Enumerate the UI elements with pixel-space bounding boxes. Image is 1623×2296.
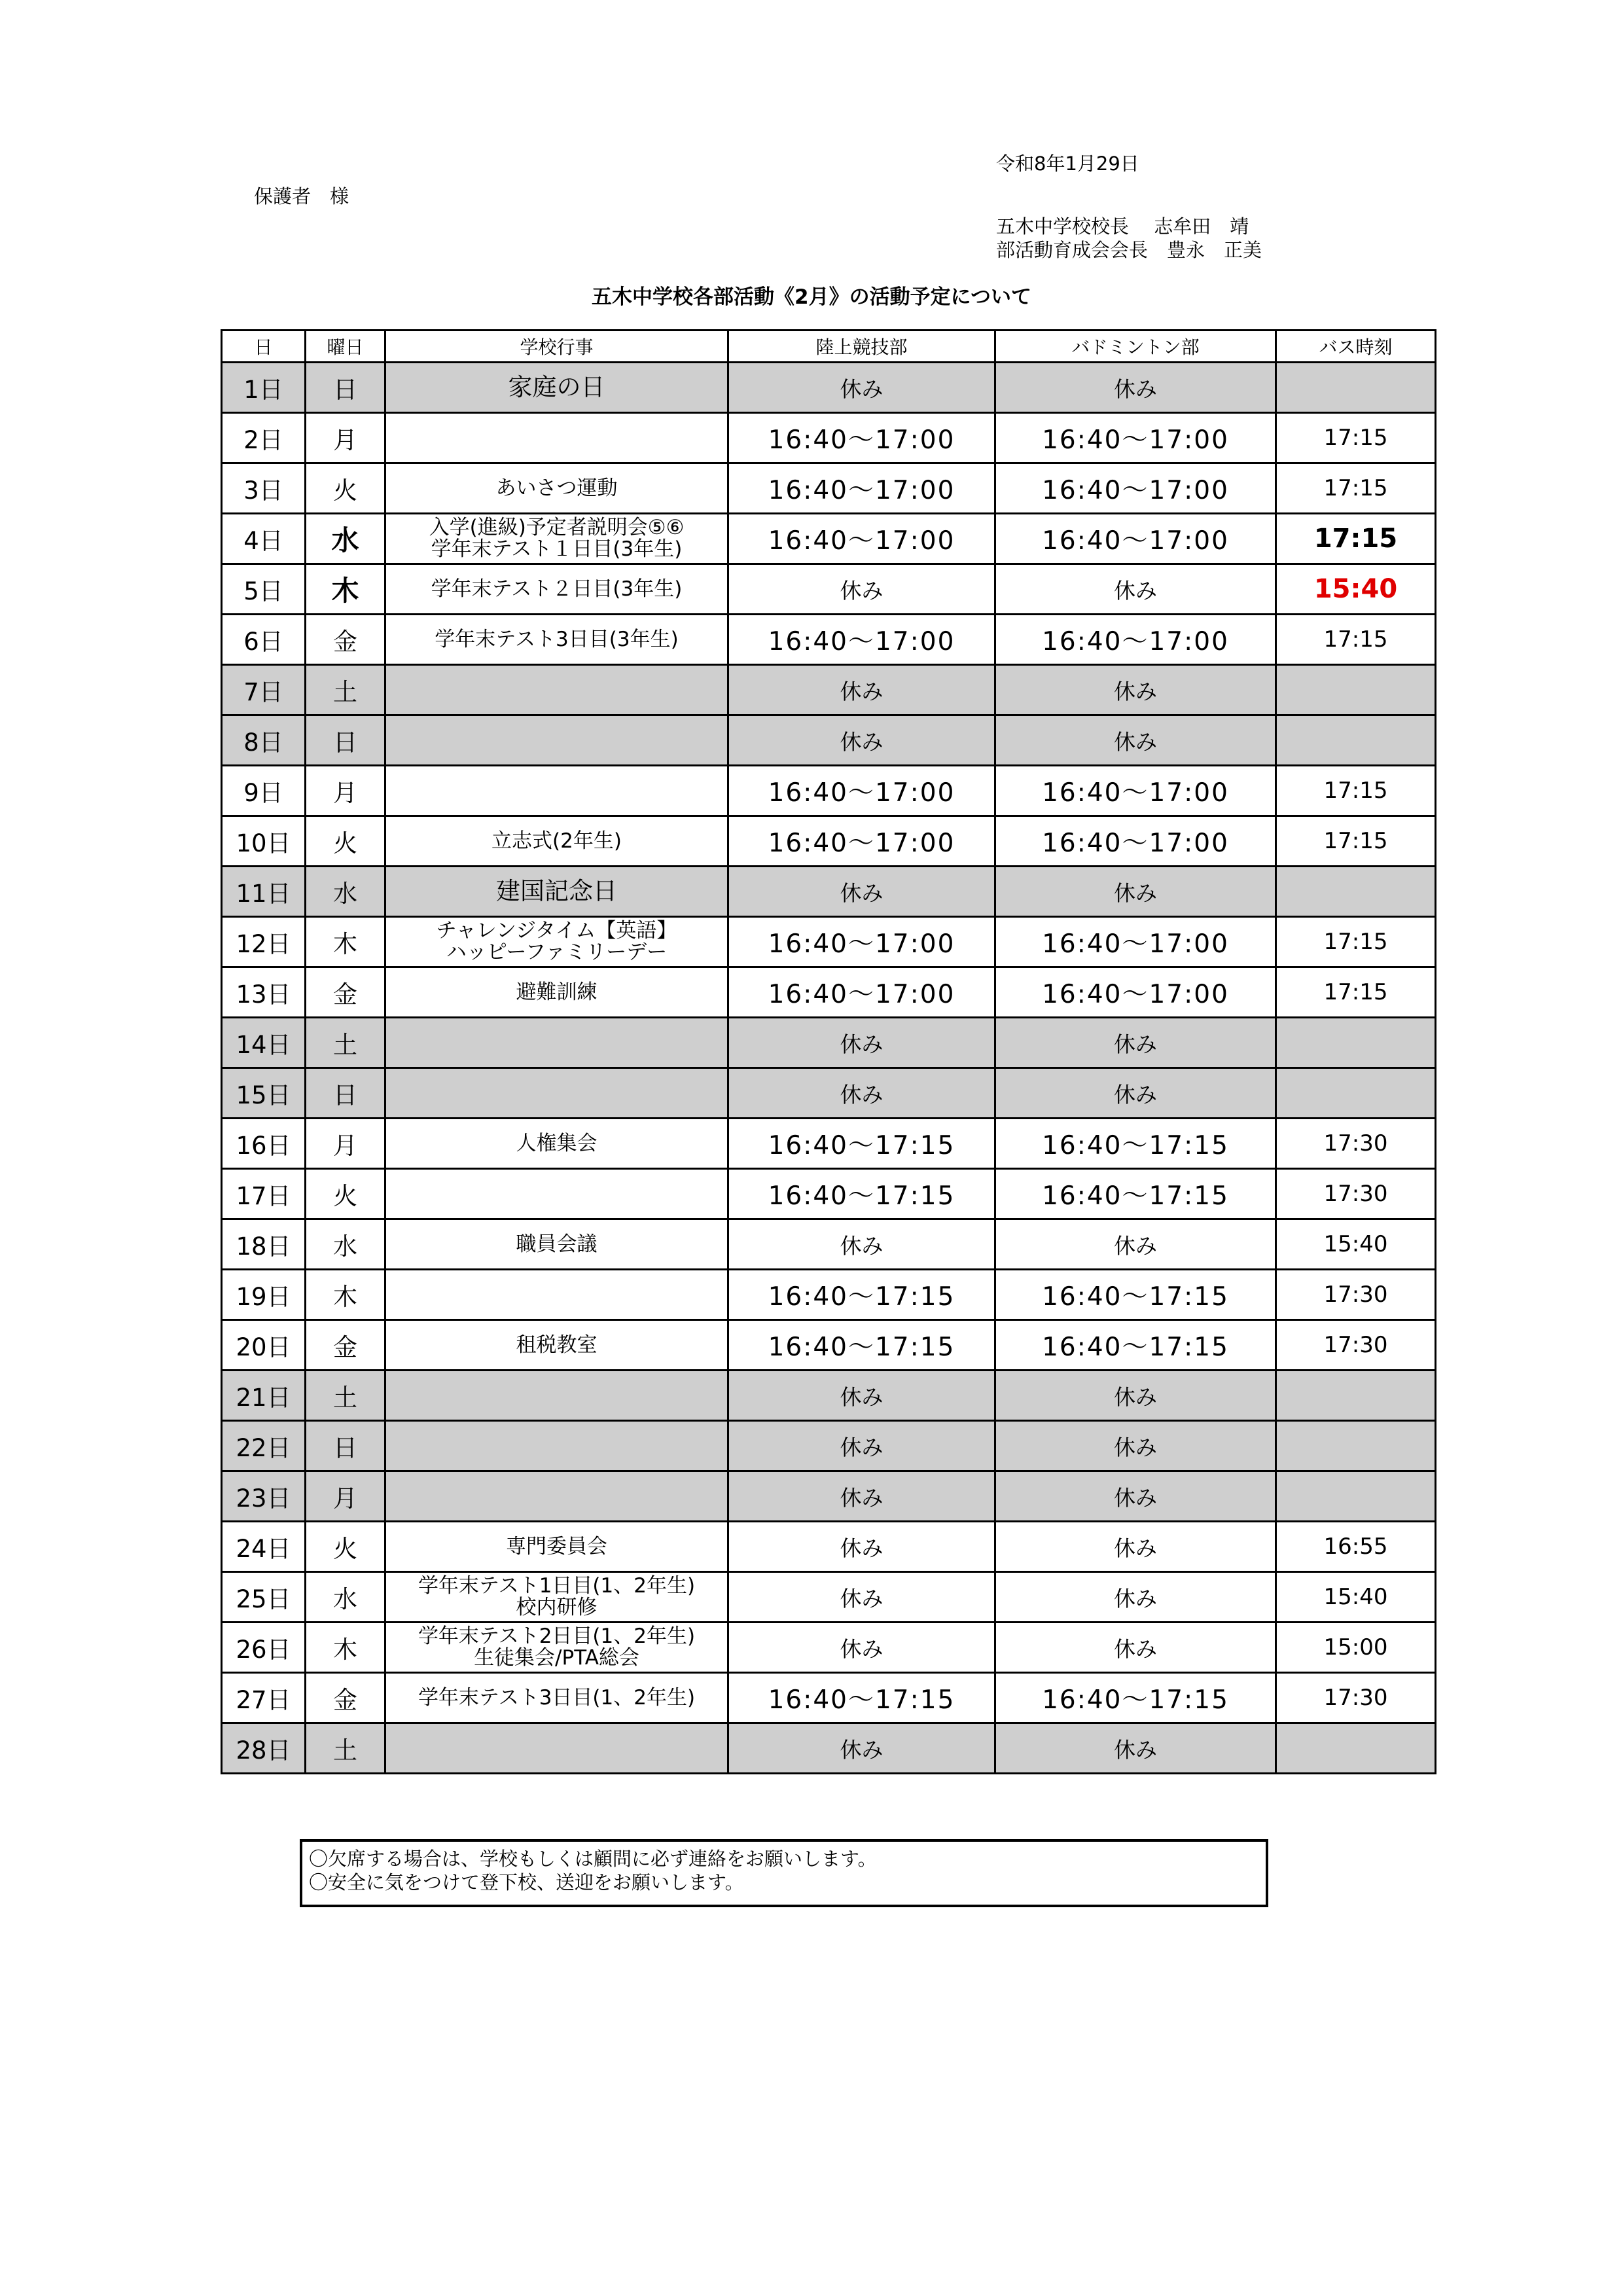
cell-badminton-club: 休み	[995, 1623, 1276, 1673]
cell-track-club: 休み	[728, 363, 995, 413]
cell-day: 24日	[222, 1522, 306, 1572]
cell-bus-none	[1276, 1371, 1436, 1421]
cell-day: 17日	[222, 1169, 306, 1219]
table-header-row	[222, 331, 1436, 363]
table-row	[222, 917, 1436, 967]
cell-bus-time: 17:30	[1276, 1119, 1436, 1169]
cell-badminton-club: 16:40～17:15	[995, 1270, 1276, 1320]
cell-school-event	[385, 1723, 728, 1774]
cell-school-event	[385, 1522, 728, 1572]
cell-badminton-club: 16:40～17:00	[995, 816, 1276, 867]
cell-weekday: 月	[306, 1119, 385, 1169]
table-row	[222, 1270, 1436, 1320]
cell-bus-none	[1276, 1723, 1436, 1774]
notes-box	[300, 1839, 1268, 1907]
cell-weekday: 月	[306, 1471, 385, 1522]
header-day: 日	[222, 331, 306, 363]
cell-bus-time: 16:55	[1276, 1522, 1436, 1572]
cell-day: 2日	[222, 413, 306, 463]
cell-school-event	[385, 1068, 728, 1119]
event-line: チャレンジタイム【英語】	[436, 919, 677, 943]
event-line: 避難訓練	[516, 980, 597, 1004]
cell-weekday: 金	[306, 967, 385, 1018]
cell-weekday: 火	[306, 1522, 385, 1572]
cell-track-club: 16:40～17:15	[728, 1320, 995, 1371]
cell-track-club: 休み	[728, 1572, 995, 1623]
note-absence: 〇欠席する場合は、学校もしくは顧問に必ず連絡をお願いします。	[309, 1848, 877, 1870]
cell-track-club: 16:40～17:00	[728, 413, 995, 463]
event-line: 建国記念日	[496, 876, 617, 905]
cell-bus-time: 15:40	[1276, 564, 1436, 615]
cell-bus-time: 17:15	[1276, 816, 1436, 867]
cell-badminton-club: 16:40～17:15	[995, 1673, 1276, 1723]
cell-day: 19日	[222, 1270, 306, 1320]
cell-bus-none	[1276, 1471, 1436, 1522]
cell-day: 4日	[222, 514, 306, 564]
cell-day: 16日	[222, 1119, 306, 1169]
cell-bus-time: 17:30	[1276, 1673, 1436, 1723]
cell-track-club: 16:40～17:00	[728, 514, 995, 564]
event-line: 入学(進級)予定者説明会⑤⑥	[429, 516, 685, 540]
cell-badminton-club: 休み	[995, 1421, 1276, 1471]
cell-school-event	[385, 413, 728, 463]
note-safety: 〇安全に気をつけて登下校、送迎をお願いします。	[309, 1871, 744, 1893]
event-line: 家庭の日	[508, 372, 605, 401]
table-row	[222, 1471, 1436, 1522]
table-body	[222, 363, 1436, 1774]
table-row	[222, 665, 1436, 715]
cell-school-event	[385, 615, 728, 665]
table-row	[222, 1371, 1436, 1421]
cell-bus-time: 17:15	[1276, 413, 1436, 463]
cell-badminton-club: 16:40～17:00	[995, 615, 1276, 665]
cell-track-club: 休み	[728, 1723, 995, 1774]
table-row	[222, 1572, 1436, 1623]
activity-schedule-table	[221, 329, 1436, 1774]
cell-school-event	[385, 715, 728, 766]
header-school-event: 学校行事	[385, 331, 728, 363]
cell-track-club: 休み	[728, 1421, 995, 1471]
document-title: 五木中学校各部活動《2月》の活動予定について	[592, 285, 1031, 309]
cell-day: 11日	[222, 867, 306, 917]
cell-bus-none	[1276, 1068, 1436, 1119]
cell-weekday: 火	[306, 463, 385, 514]
event-line: 人権集会	[516, 1131, 597, 1155]
cell-day: 8日	[222, 715, 306, 766]
cell-track-club: 16:40～17:15	[728, 1119, 995, 1169]
cell-bus-time: 17:30	[1276, 1169, 1436, 1219]
cell-weekday: 日	[306, 363, 385, 413]
table-row	[222, 1119, 1436, 1169]
header-badminton-club: バドミントン部	[995, 331, 1276, 363]
cell-bus-time: 15:00	[1276, 1623, 1436, 1673]
cell-track-club: 休み	[728, 665, 995, 715]
cell-track-club: 16:40～17:00	[728, 615, 995, 665]
header-bus-time: バス時刻	[1276, 331, 1436, 363]
cell-day: 28日	[222, 1723, 306, 1774]
table-row	[222, 816, 1436, 867]
cell-bus-time: 17:15	[1276, 514, 1436, 564]
cell-weekday: 土	[306, 1371, 385, 1421]
cell-school-event	[385, 1623, 728, 1673]
cell-day: 18日	[222, 1219, 306, 1270]
cell-badminton-club: 休み	[995, 867, 1276, 917]
cell-school-event	[385, 1673, 728, 1723]
cell-bus-time: 15:40	[1276, 1572, 1436, 1623]
event-line: 学年末テスト１日目(3年生)	[431, 537, 683, 561]
cell-school-event	[385, 1119, 728, 1169]
cell-school-event	[385, 816, 728, 867]
cell-bus-none	[1276, 867, 1436, 917]
cell-bus-none	[1276, 363, 1436, 413]
cell-school-event	[385, 1169, 728, 1219]
cell-track-club: 16:40～17:15	[728, 1270, 995, 1320]
cell-badminton-club: 休み	[995, 1471, 1276, 1522]
cell-badminton-club: 休み	[995, 1371, 1276, 1421]
cell-weekday: 月	[306, 766, 385, 816]
cell-school-event	[385, 665, 728, 715]
cell-badminton-club: 休み	[995, 1068, 1276, 1119]
cell-badminton-club: 休み	[995, 564, 1276, 615]
cell-track-club: 休み	[728, 1018, 995, 1068]
cell-track-club: 休み	[728, 1371, 995, 1421]
cell-badminton-club: 休み	[995, 1219, 1276, 1270]
cell-bus-time: 15:40	[1276, 1219, 1436, 1270]
table-row	[222, 1522, 1436, 1572]
table-row	[222, 1421, 1436, 1471]
cell-bus-none	[1276, 1421, 1436, 1471]
cell-weekday: 木	[306, 1623, 385, 1673]
cell-badminton-club: 休み	[995, 1723, 1276, 1774]
cell-weekday: 水	[306, 1219, 385, 1270]
cell-weekday: 土	[306, 1723, 385, 1774]
cell-day: 13日	[222, 967, 306, 1018]
cell-school-event	[385, 463, 728, 514]
table-row	[222, 615, 1436, 665]
event-line: 立志式(2年生)	[491, 829, 622, 853]
table-row	[222, 1169, 1436, 1219]
table-row	[222, 1018, 1436, 1068]
cell-day: 5日	[222, 564, 306, 615]
cell-badminton-club: 16:40～17:00	[995, 514, 1276, 564]
cell-school-event	[385, 967, 728, 1018]
cell-day: 25日	[222, 1572, 306, 1623]
cell-school-event	[385, 1471, 728, 1522]
cell-weekday: 火	[306, 816, 385, 867]
cell-badminton-club: 休み	[995, 1522, 1276, 1572]
cell-track-club: 休み	[728, 715, 995, 766]
cell-track-club: 16:40～17:00	[728, 816, 995, 867]
cell-weekday: 月	[306, 413, 385, 463]
cell-weekday: 日	[306, 1068, 385, 1119]
cell-bus-time: 17:30	[1276, 1320, 1436, 1371]
cell-school-event	[385, 514, 728, 564]
cell-weekday: 日	[306, 715, 385, 766]
table-row	[222, 1320, 1436, 1371]
cell-bus-time: 17:15	[1276, 766, 1436, 816]
table-row	[222, 967, 1436, 1018]
cell-track-club: 休み	[728, 867, 995, 917]
cell-school-event	[385, 1371, 728, 1421]
cell-bus-time: 17:15	[1276, 615, 1436, 665]
header-track-club: 陸上競技部	[728, 331, 995, 363]
cell-bus-time: 17:30	[1276, 1270, 1436, 1320]
cell-track-club: 休み	[728, 1623, 995, 1673]
cell-day: 14日	[222, 1018, 306, 1068]
event-line: 学年末テスト1日目(1、2年生)	[418, 1574, 696, 1598]
cell-weekday: 金	[306, 1673, 385, 1723]
cell-badminton-club: 休み	[995, 363, 1276, 413]
cell-weekday: 土	[306, 665, 385, 715]
cell-track-club: 16:40～17:00	[728, 917, 995, 967]
cell-badminton-club: 休み	[995, 665, 1276, 715]
event-line: 学年末テスト2日目(1、2年生)	[418, 1624, 696, 1649]
cell-weekday: 金	[306, 1320, 385, 1371]
event-line: 学年末テスト3日目(3年生)	[435, 627, 679, 651]
cell-day: 22日	[222, 1421, 306, 1471]
cell-badminton-club: 16:40～17:00	[995, 967, 1276, 1018]
recipient: 保護者 様	[254, 185, 349, 207]
table-row	[222, 514, 1436, 564]
table-row	[222, 363, 1436, 413]
cell-track-club: 16:40～17:00	[728, 766, 995, 816]
document-date: 令和8年1月29日	[996, 152, 1139, 175]
table-row	[222, 1673, 1436, 1723]
event-line: 校内研修	[516, 1596, 597, 1619]
cell-badminton-club: 休み	[995, 1018, 1276, 1068]
cell-school-event	[385, 363, 728, 413]
cell-track-club: 16:40～17:15	[728, 1673, 995, 1723]
cell-badminton-club: 16:40～17:00	[995, 413, 1276, 463]
cell-school-event	[385, 1572, 728, 1623]
table-row	[222, 463, 1436, 514]
header-weekday: 曜日	[306, 331, 385, 363]
cell-weekday: 木	[306, 1270, 385, 1320]
cell-badminton-club: 16:40～17:00	[995, 463, 1276, 514]
cell-track-club: 16:40～17:00	[728, 463, 995, 514]
sender-principal: 五木中学校校長 志牟田 靖	[996, 215, 1249, 238]
cell-day: 15日	[222, 1068, 306, 1119]
cell-day: 26日	[222, 1623, 306, 1673]
cell-day: 10日	[222, 816, 306, 867]
cell-weekday: 水	[306, 514, 385, 564]
cell-badminton-club: 休み	[995, 1572, 1276, 1623]
cell-badminton-club: 16:40～17:15	[995, 1169, 1276, 1219]
table-row	[222, 1068, 1436, 1119]
table-row	[222, 766, 1436, 816]
table-row	[222, 1723, 1436, 1774]
cell-track-club: 休み	[728, 1522, 995, 1572]
table-row	[222, 867, 1436, 917]
cell-school-event	[385, 867, 728, 917]
cell-weekday: 水	[306, 867, 385, 917]
event-line: ハッピーファミリーデー	[446, 941, 668, 964]
cell-day: 20日	[222, 1320, 306, 1371]
cell-day: 3日	[222, 463, 306, 514]
cell-day: 1日	[222, 363, 306, 413]
cell-track-club: 休み	[728, 564, 995, 615]
cell-badminton-club: 16:40～17:00	[995, 766, 1276, 816]
cell-badminton-club: 16:40～17:00	[995, 917, 1276, 967]
cell-school-event	[385, 1270, 728, 1320]
cell-bus-time: 17:15	[1276, 463, 1436, 514]
cell-day: 6日	[222, 615, 306, 665]
event-line: 学年末テスト3日目(1、2年生)	[418, 1685, 696, 1710]
cell-weekday: 木	[306, 917, 385, 967]
cell-school-event	[385, 564, 728, 615]
cell-track-club: 休み	[728, 1471, 995, 1522]
cell-weekday: 金	[306, 615, 385, 665]
cell-day: 21日	[222, 1371, 306, 1421]
sender-association-chair: 部活動育成会会長 豊永 正美	[996, 239, 1262, 261]
cell-bus-time: 17:15	[1276, 917, 1436, 967]
cell-badminton-club: 16:40～17:15	[995, 1320, 1276, 1371]
cell-weekday: 木	[306, 564, 385, 615]
cell-day: 27日	[222, 1673, 306, 1723]
event-line: あいさつ運動	[495, 476, 618, 500]
cell-badminton-club: 16:40～17:15	[995, 1119, 1276, 1169]
table-row	[222, 413, 1436, 463]
event-line: 学年末テスト２日目(3年生)	[431, 577, 683, 601]
cell-day: 9日	[222, 766, 306, 816]
cell-weekday: 日	[306, 1421, 385, 1471]
table-row	[222, 1219, 1436, 1270]
event-line: 職員会議	[516, 1232, 597, 1256]
table-row	[222, 1623, 1436, 1673]
cell-weekday: 火	[306, 1169, 385, 1219]
cell-school-event	[385, 917, 728, 967]
cell-school-event	[385, 1018, 728, 1068]
cell-weekday: 土	[306, 1018, 385, 1068]
cell-track-club: 休み	[728, 1219, 995, 1270]
table-row	[222, 564, 1436, 615]
cell-school-event	[385, 766, 728, 816]
cell-track-club: 16:40～17:00	[728, 967, 995, 1018]
cell-school-event	[385, 1219, 728, 1270]
event-line: 租税教室	[516, 1333, 597, 1357]
cell-school-event	[385, 1320, 728, 1371]
event-line: 生徒集会/PTA総会	[474, 1646, 639, 1670]
cell-bus-none	[1276, 665, 1436, 715]
cell-weekday: 水	[306, 1572, 385, 1623]
cell-day: 7日	[222, 665, 306, 715]
event-line: 専門委員会	[506, 1534, 607, 1558]
cell-bus-none	[1276, 715, 1436, 766]
cell-track-club: 休み	[728, 1068, 995, 1119]
cell-school-event	[385, 1421, 728, 1471]
cell-track-club: 16:40～17:15	[728, 1169, 995, 1219]
cell-bus-none	[1276, 1018, 1436, 1068]
cell-badminton-club: 休み	[995, 715, 1276, 766]
cell-bus-time: 17:15	[1276, 967, 1436, 1018]
table-row	[222, 715, 1436, 766]
cell-day: 12日	[222, 917, 306, 967]
cell-day: 23日	[222, 1471, 306, 1522]
